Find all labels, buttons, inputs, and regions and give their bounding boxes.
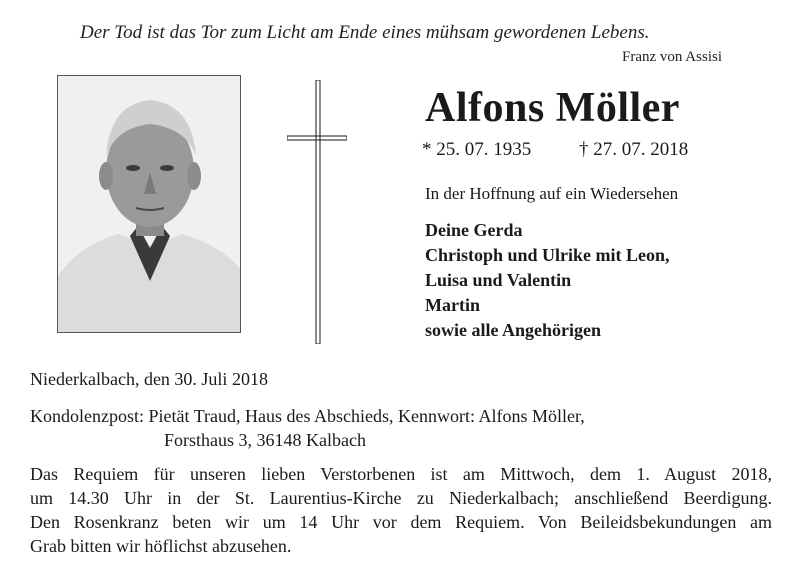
hope-line: In der Hoffnung auf ein Wiedersehen [425,184,679,203]
cross-icon [287,80,347,344]
epigraph-author: Franz von Assisi [621,49,722,65]
condolence-line: Kondolenzpost: Pietät Traud, Haus des Abschieds, Kennwort: Alfons Möller, [30,406,585,426]
family-member: Martin [425,295,480,315]
family-member: Deine Gerda [425,220,523,240]
family-member: Christoph und Ulrike mit Leon, [425,245,670,265]
condolence-line: Forsthaus 3, 36148 Kalbach [164,430,366,450]
portrait-photo [57,75,241,333]
birth-date: * 25. 07. 1935 [422,139,532,160]
requiem-line: Den Rosenkranz beten wir um 14 Uhr vor dem Requiem. Von Beileidsbekundungen am [30,512,772,532]
epigraph-quote: Der Tod ist das Tor zum Licht am Ende eines mühsam gewordenen Lebens. [80,22,650,43]
requiem-line: Grab bitten wir höflichst abzusehen. [30,536,292,556]
family-member: Luisa und Valentin [425,270,572,290]
deceased-name: Alfons Möller [425,85,680,131]
family-list [425,218,670,343]
death-date: † 27. 07. 2018 [579,139,689,160]
requiem-line: Das Requiem für unseren lieben Verstorbenen ist am Mittwoch, dem 1. August 2018, [30,464,772,484]
family-member: sowie alle Angehörigen [425,320,601,340]
portrait-image [58,76,241,333]
requiem-line: um 14.30 Uhr in der St. Laurentius-Kirche zu Niederkalbach; anschließend Beerdigung. [30,488,772,508]
requiem-notice [30,462,772,558]
condolence-address [30,404,585,452]
place-date: Niederkalbach, den 30. Juli 2018 [30,369,268,389]
